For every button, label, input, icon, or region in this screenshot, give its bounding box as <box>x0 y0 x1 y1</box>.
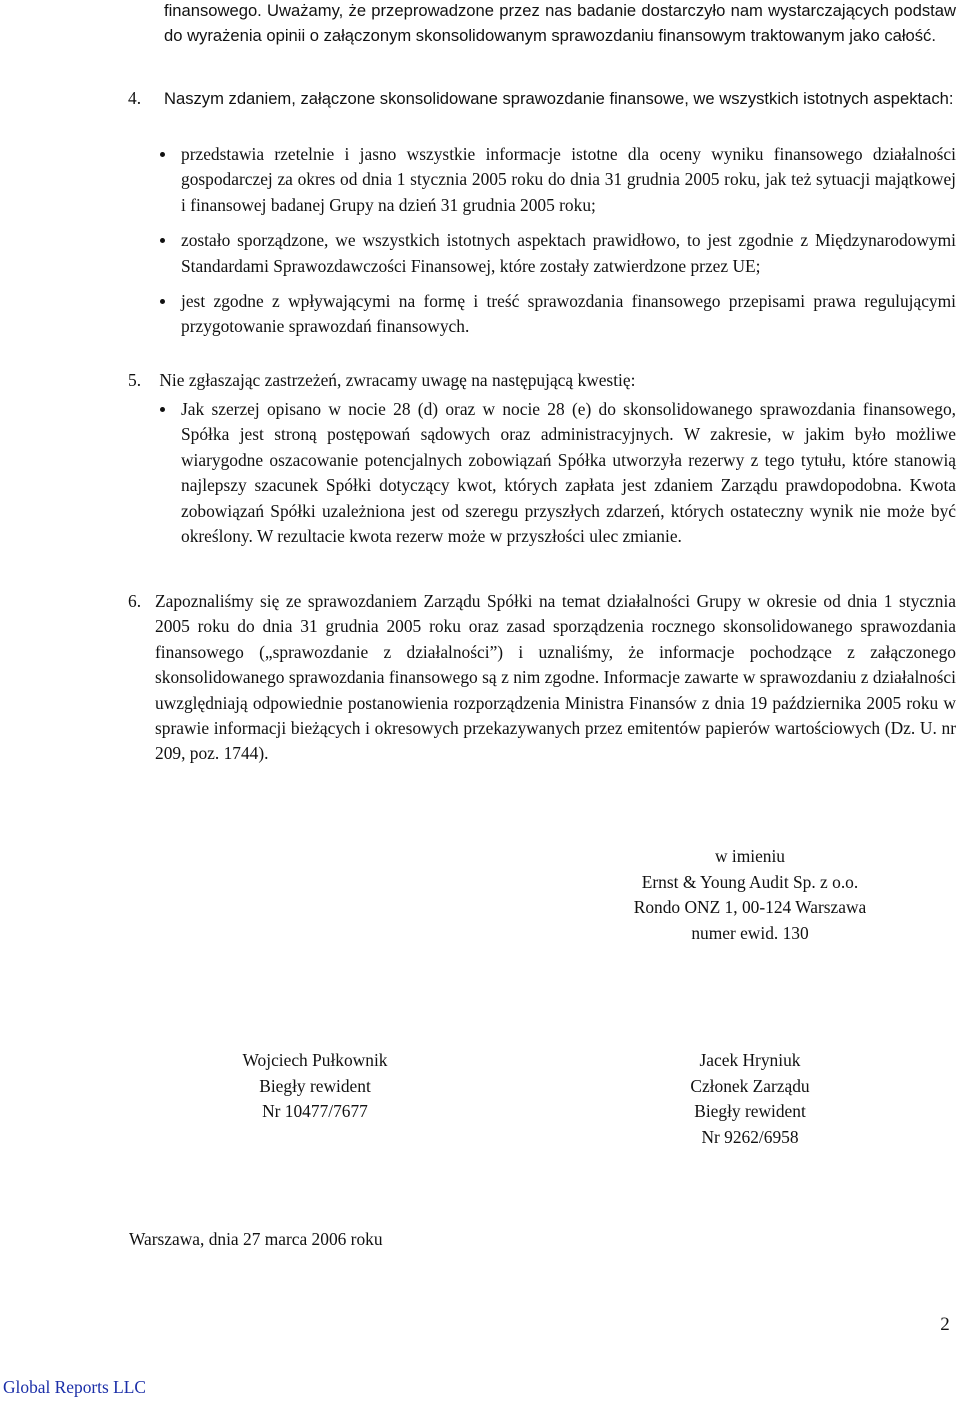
list-item <box>160 228 956 279</box>
auditor-role: Członek Zarządu <box>690 1075 810 1096</box>
section-4 <box>128 86 956 111</box>
auditor-role: Biegły rewident <box>694 1101 806 1121</box>
continuation-paragraph: finansowego. Uważamy, że przeprowadzone przez nas badanie dostarczyło nam wystarczających podstaw do wyrażenia opinii o załączonym skonsolidowanym sprawozdaniu finansowym traktowanym jako całość. <box>164 1 956 46</box>
list-item-text: zostało sporządzone, we wszystkich istotnych aspektach prawidłowo, to jest zgodnie z Międzynarodowymi Standardami Sprawozdawczości Finansowej, które zostały zatwierdzone przez UE; <box>181 230 956 276</box>
auditor-name: Wojciech Pułkownik <box>242 1050 388 1070</box>
list-item <box>160 397 956 549</box>
footer-watermark: Global Reports LLC <box>3 1377 146 1397</box>
bullet-icon <box>160 407 165 412</box>
firm-registration: numer ewid. 130 <box>691 922 809 943</box>
list-item-text: Jak szerzej opisano w nocie 28 (d) oraz w nocie 28 (e) do skonsolidowanego sprawozdania finansowego, Spółka jest stroną postępowań sądowych oraz administracyjnych. W zakresie, w jakim było możliwe wiarygodne oszacowanie potencjalnych zobowiązań Spółka utworzyła rezerwy z tego tytułu, które stanowią najlepszy szacunek Spółki dotyczący kwot, których zapłata jest zdaniem Zarządu prawdopodobna. Kwota zobowiązań Spółki uzależniona jest od szeregu przyszłych zdarzeń, których ostateczny wynik nie może być określony. W rezultacie kwota rezerw może w przyszłości ulec zmianie. <box>181 399 956 547</box>
section-6 <box>128 589 956 767</box>
section-4-bullets <box>160 142 956 350</box>
section-number: 4. <box>128 88 142 108</box>
section-intro: Naszym zdaniem, załączone skonsolidowane sprawozdanie finansowe, we wszystkich istotnych aspektach: <box>164 89 954 108</box>
section-text: Zapoznaliśmy się ze sprawozdaniem Zarządu Spółki na temat działalności Grupy w okresie od dnia 1 stycznia 2005 roku do dnia 31 grudnia 2005 roku oraz zasad sporządzenia rocznego skonsolidowanego sprawozdania finansowego („sprawozdanie z działalności”) i uznaliśmy, że informacje pochodzące z załączonego skonsolidowanego sprawozdania finansowego są z nim zgodne. Informacje zawarte w sprawozdaniu z działalności uwzględniają odpowiednie postanowienia rozporządzenia Ministra Finansów z dnia 19 października 2005 roku w sprawie informacji bieżących i okresowych przekazywanych przez emitentów papierów wartościowych (Dz. U. nr 209, poz. 1744). <box>155 591 956 764</box>
auditor-signature-right <box>630 1048 870 1150</box>
list-item-text: przedstawia rzetelnie i jasno wszystkie informacje istotne dla oceny wyniku finansowego działalności gospodarczej za okres od dnia 1 stycznia 2005 roku do dnia 31 grudnia 2005 roku, jak też sytuacji majątkowej i finansowej badanej Grupy na dzień 31 grudnia 2005 roku; <box>181 144 956 215</box>
firm-name: Ernst & Young Audit Sp. z o.o. <box>641 871 859 892</box>
auditor-role: Biegły rewident <box>259 1075 371 1096</box>
list-item <box>160 289 956 340</box>
auditor-number: Nr 9262/6958 <box>701 1126 799 1147</box>
auditor-signature-left <box>190 1048 440 1125</box>
section-5-bullets <box>160 397 956 559</box>
list-item <box>160 142 956 218</box>
section-number: 6. <box>128 591 142 611</box>
bullet-icon <box>160 238 165 243</box>
section-number: 5. <box>128 370 142 390</box>
page-number: 2 <box>940 1314 950 1335</box>
firm-address: Rondo ONZ 1, 00-124 Warszawa <box>633 897 867 917</box>
section-5 <box>128 368 956 393</box>
section-intro: Nie zgłaszając zastrzeżeń, zwracamy uwagę na następującą kwestię: <box>159 370 636 390</box>
date-line: Warszawa, dnia 27 marca 2006 roku <box>129 1229 383 1249</box>
list-item-text: jest zgodne z wpływającymi na formę i treść sprawozdania finansowego przepisami prawa regulującymi przygotowanie sprawozdań finansowych. <box>181 291 956 337</box>
auditor-name: Jacek Hryniuk <box>699 1050 801 1070</box>
firm-line: w imieniu <box>714 846 786 866</box>
auditor-number: Nr 10477/7677 <box>262 1101 368 1121</box>
bullet-icon <box>160 299 165 304</box>
firm-signature-block <box>600 844 900 946</box>
bullet-icon <box>160 152 165 157</box>
